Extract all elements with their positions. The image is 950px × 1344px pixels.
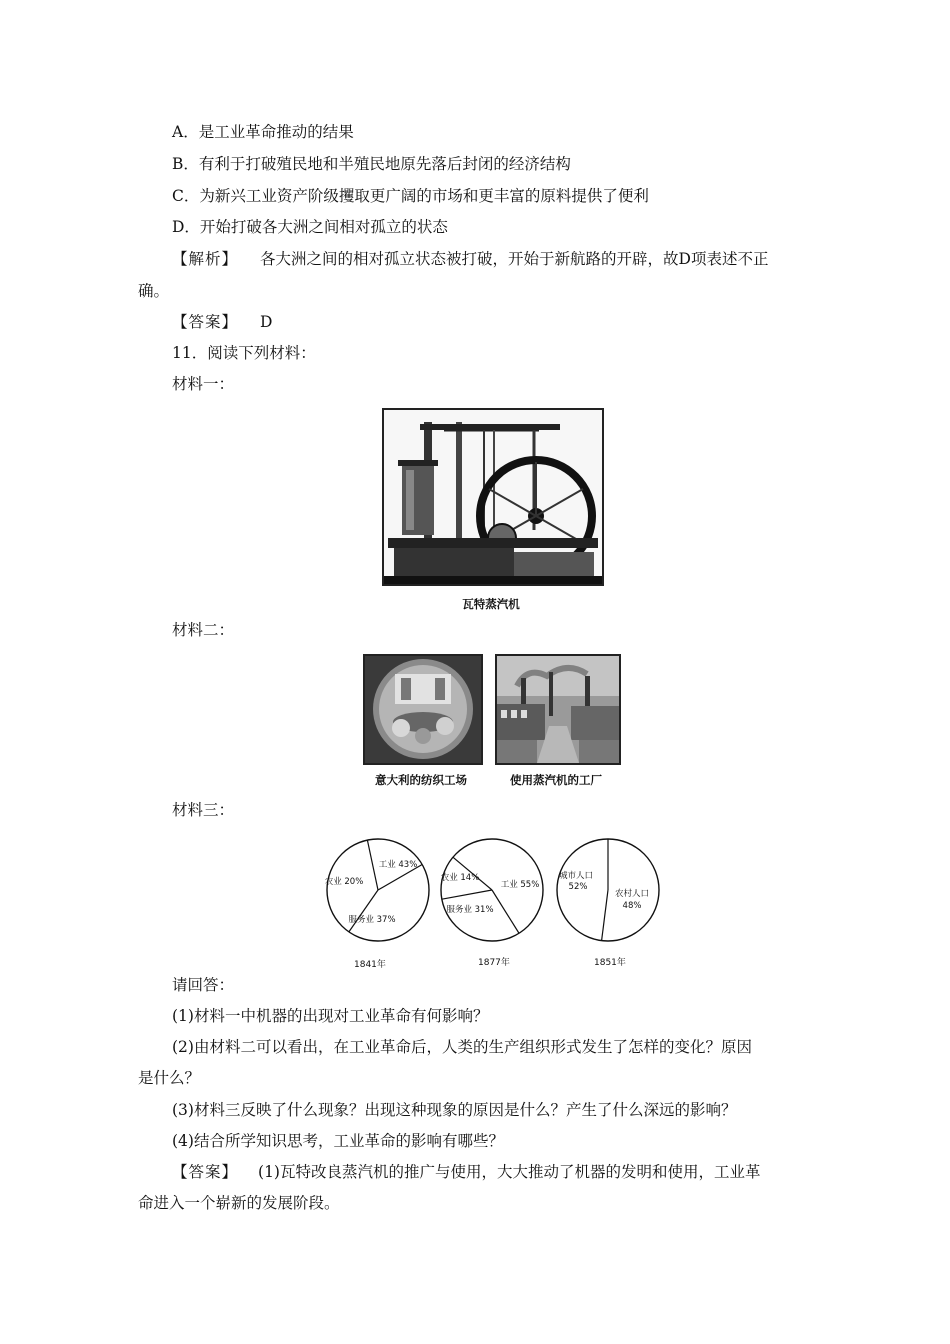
steam-factory-drawing — [497, 656, 619, 763]
material-3-label: 材料三： — [172, 801, 235, 819]
sub-question-2-line-2: 是什么？ — [138, 1069, 201, 1087]
watt-steam-engine-image — [382, 408, 604, 586]
answer-tag: 【答案】 — [172, 313, 239, 331]
pie-3-label-2-value: 48% — [622, 901, 642, 911]
answer-10 — [172, 312, 272, 332]
pie-1-label-2: 服务业 37% — [348, 915, 396, 925]
sub-question-2-line-1: (2)由材料二可以看出，在工业革命后，人类的生产组织形式发生了怎样的变化？原因 — [172, 1038, 752, 1056]
sub-question-3: (3)材料三反映了什么现象？出现这种现象的原因是什么？产生了什么深远的影响？ — [172, 1101, 737, 1119]
material-2-caption-left: 意大利的纺织工场 — [375, 773, 467, 787]
option-d: D．开始打破各大洲之间相对孤立的状态 — [172, 218, 448, 236]
answer-11-text: (1)瓦特改良蒸汽机的推广与使用，大大推动了机器的发明和使用，工业革 — [258, 1163, 761, 1181]
pie-2-label-2: 服务业 31% — [446, 905, 494, 915]
material-1-label: 材料一： — [172, 375, 235, 393]
sub-question-1: (1)材料一中机器的出现对工业革命有何影响？ — [172, 1007, 489, 1025]
analysis-line-1 — [172, 249, 768, 269]
pie-2-label-1: 工业 55% — [500, 880, 540, 890]
analysis-line-2: 确。 — [138, 282, 170, 300]
pie-3-label-1-value: 52% — [568, 882, 588, 892]
pie-3-label-1-name: 城市人口 — [558, 871, 594, 881]
answer-value: D — [260, 313, 273, 331]
answer-11-line-1 — [172, 1162, 760, 1182]
pie-3-label-2-name: 农村人口 — [614, 889, 650, 899]
answer-11-line-2: 命进入一个崭新的发展阶段。 — [138, 1194, 340, 1212]
steam-factory-image — [495, 654, 621, 765]
textile-workshop-drawing — [365, 656, 481, 763]
option-a: A．是工业革命推动的结果 — [172, 123, 354, 141]
population-pie-charts — [320, 832, 680, 952]
steam-engine-drawing — [384, 410, 602, 584]
option-b: B．有利于打破殖民地和半殖民地原先落后封闭的经济结构 — [172, 155, 571, 173]
italian-textile-workshop-image — [363, 654, 483, 765]
pie-1-year: 1841年 — [354, 960, 386, 970]
material-2-caption-right: 使用蒸汽机的工厂 — [510, 773, 602, 787]
answer-11-tag: 【答案】 — [172, 1163, 239, 1181]
option-c: C．为新兴工业资产阶级攫取更广阔的市场和更丰富的原料提供了便利 — [172, 187, 649, 205]
analysis-tag: 【解析】 — [172, 250, 239, 268]
prompt: 请回答： — [172, 976, 235, 994]
question-11-stem: 11．阅读下列材料： — [172, 344, 316, 362]
pie-1-label-3: 农业 20% — [324, 877, 364, 887]
pie-2-label-3: 农业 14% — [440, 873, 480, 883]
pie-1-label-1: 工业 43% — [378, 860, 418, 870]
material-1-caption: 瓦特蒸汽机 — [462, 597, 520, 611]
pie-3-year: 1851年 — [594, 958, 626, 968]
pie-2-year: 1877年 — [478, 958, 510, 968]
sub-question-4: (4)结合所学知识思考，工业革命的影响有哪些？ — [172, 1132, 504, 1150]
material-2-label: 材料二： — [172, 621, 235, 639]
analysis-text: 各大洲之间的相对孤立状态被打破，开始于新航路的开辟，故D项表述不正 — [260, 250, 769, 268]
